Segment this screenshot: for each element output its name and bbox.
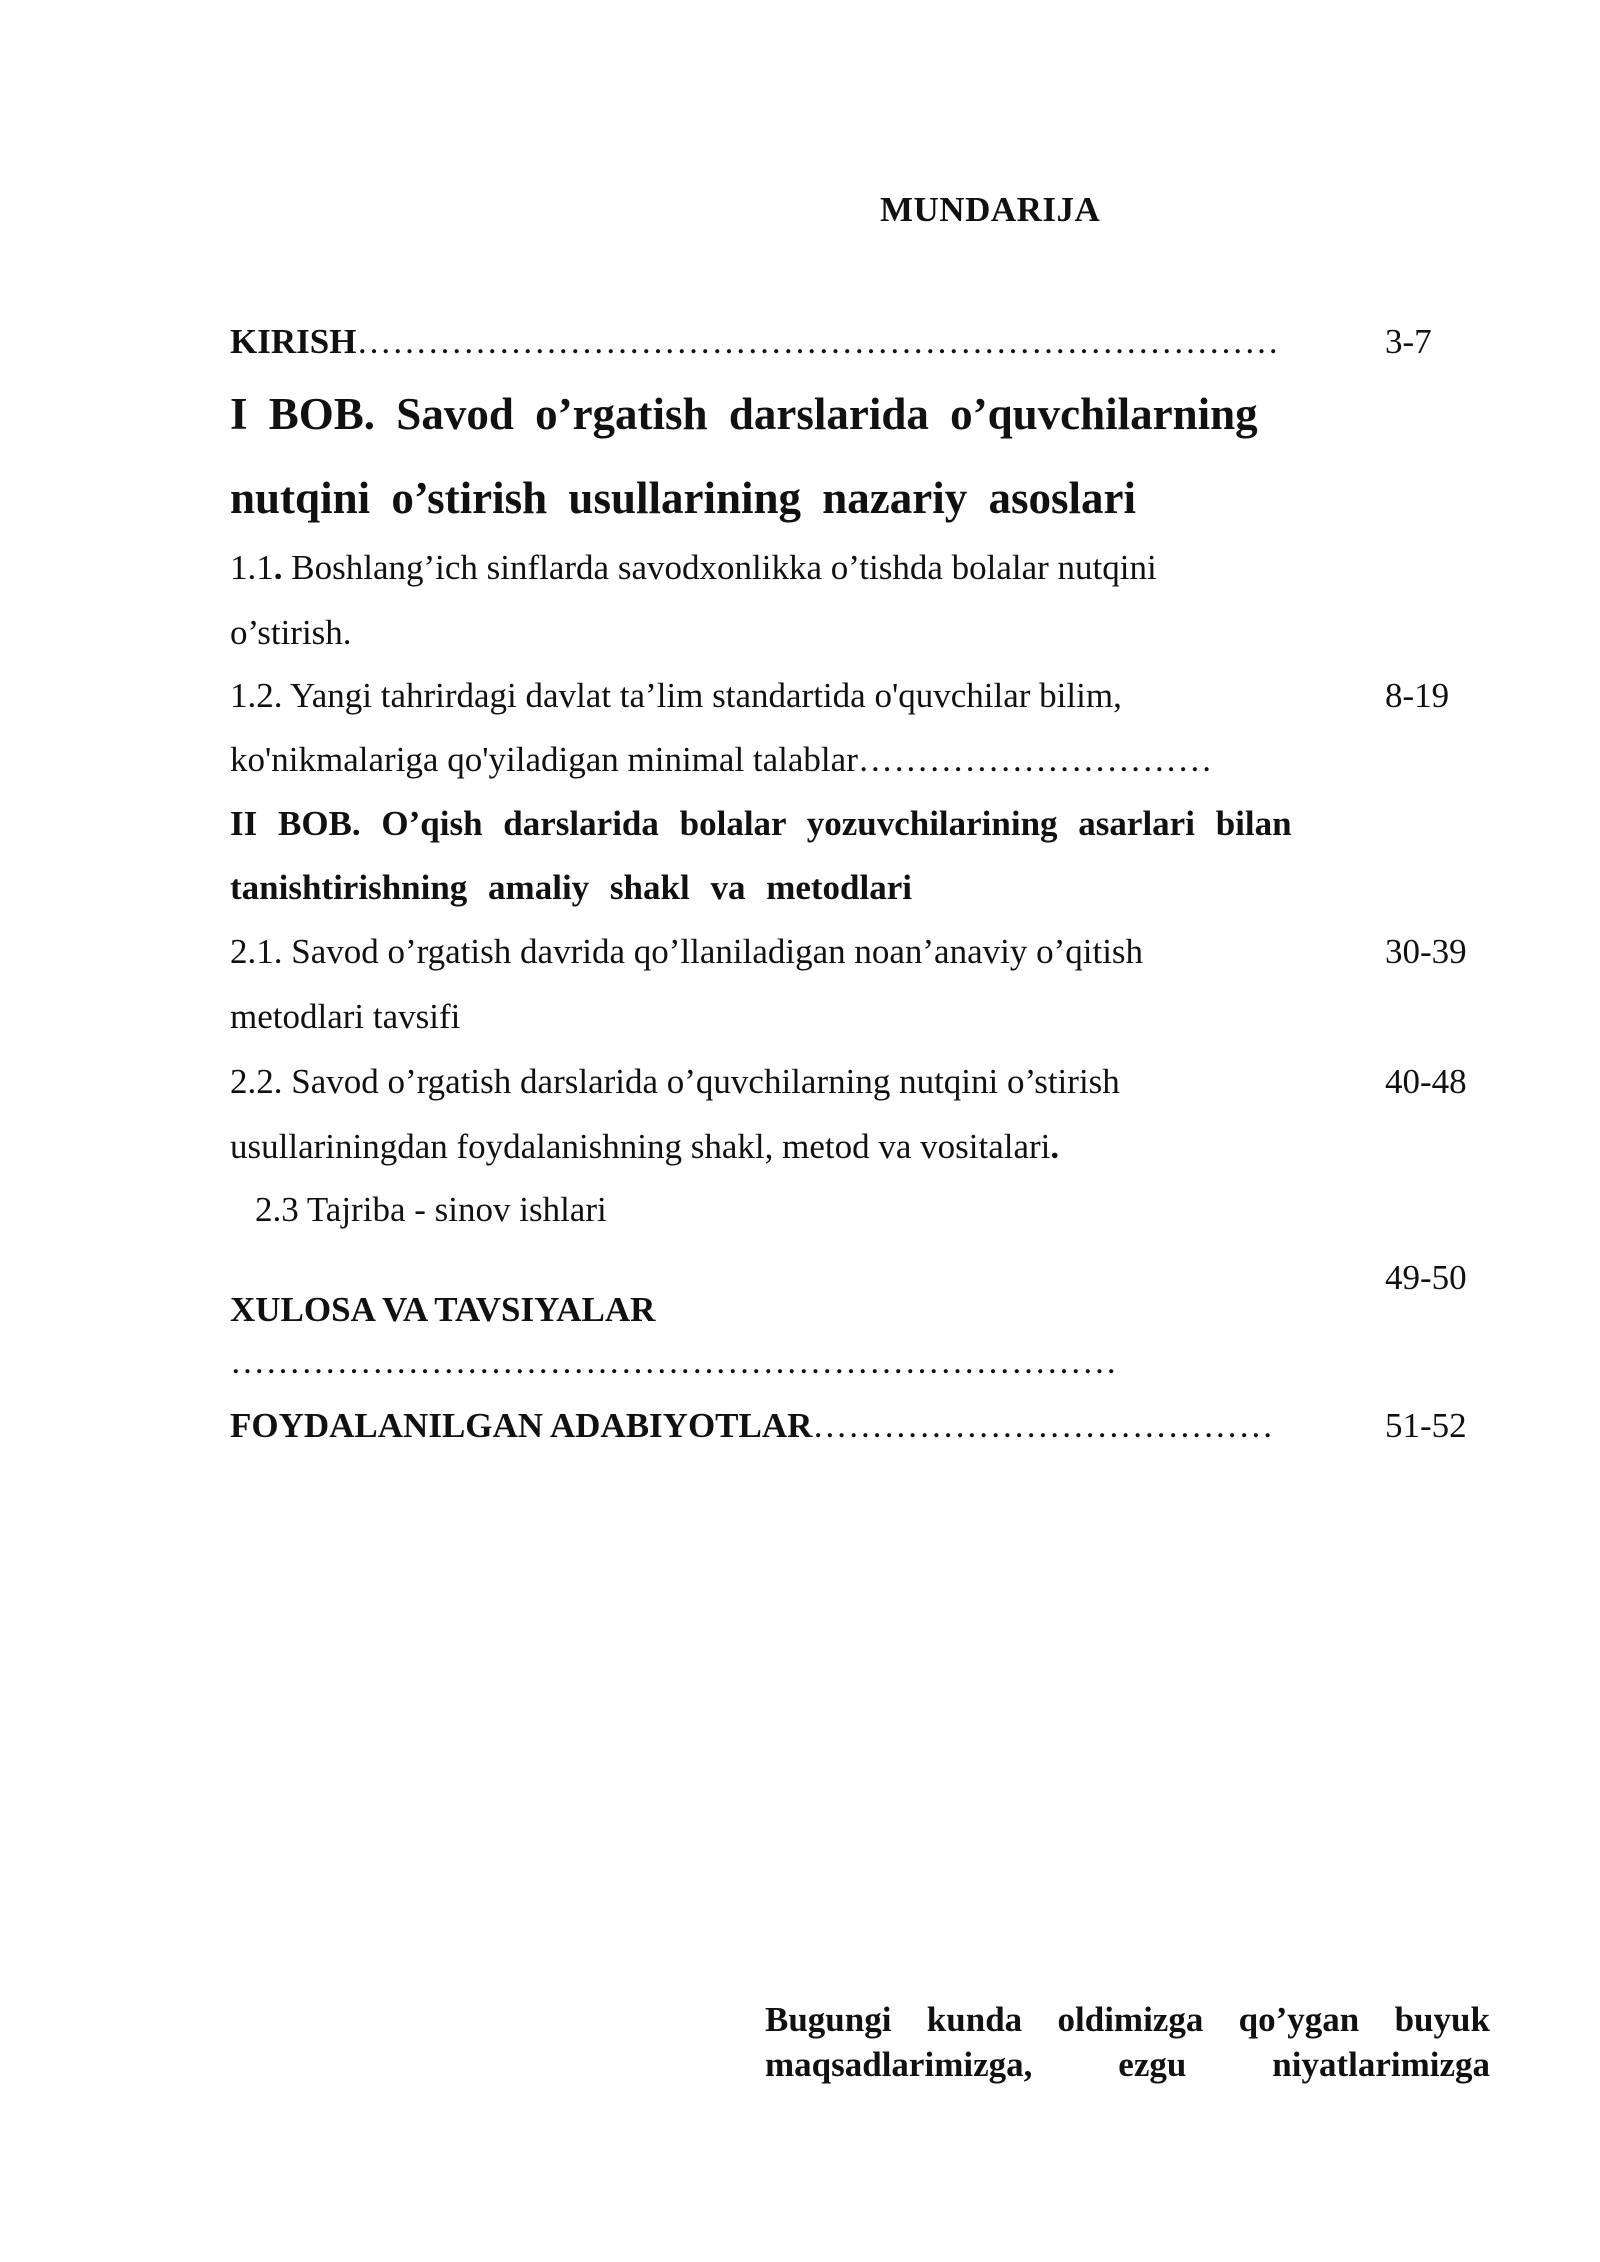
- dot-leader: …………………………: [857, 740, 1213, 779]
- toc-entry-label: KIRISH: [230, 322, 357, 361]
- chapter-heading: II BOB. O’qish darslarida bolalar yozuvchilarining asarlari bilan: [230, 804, 1292, 843]
- epigraph-word: oldimizga: [1057, 2000, 1204, 2039]
- toc-entry-2-1: 2.1. Savod o’rgatish davrida qo’llaniladigan noan’anaviy o’qitish: [230, 932, 1144, 971]
- toc-entry-2-2: 2.2. Savod o’rgatish darslarida o’quvchilarning nutqini o’stirish: [230, 1062, 1120, 1101]
- section-title: Boshlang’ich sinflarda savodxonlikka o’tishda bolalar nutqini: [282, 548, 1157, 587]
- section-title-continued: [230, 740, 1360, 780]
- section-title-continued: o’stirish.: [230, 613, 352, 652]
- epigraph-word: ezgu: [1118, 2045, 1187, 2084]
- section-title-continued: [230, 1127, 1360, 1167]
- toc-page-number: 3-7: [1385, 322, 1432, 361]
- toc-page-number: 40-48: [1385, 1062, 1467, 1101]
- epigraph-word: qo’ygan: [1238, 2000, 1360, 2039]
- section-title-continued: metodlari tavsifi: [230, 997, 461, 1036]
- toc-entry-label: FOYDALANILGAN ADABIYOTLAR: [230, 1406, 813, 1445]
- section-title-period: .: [1050, 1127, 1060, 1166]
- toc-entry-2-3: 2.3 Tajriba - sinov ishlari: [255, 1190, 607, 1229]
- chapter-heading: tanishtirishning amaliy shakl va metodlari: [230, 868, 912, 907]
- page-title: MUNDARIJA: [880, 190, 1101, 229]
- dot-leader: …………………………………………………………………: [230, 1342, 1118, 1381]
- chapter-heading: I BOB. Savod o’rgatish darslarida o’quvchilarning: [230, 389, 1258, 439]
- toc-page-number: 30-39: [1385, 932, 1467, 971]
- epigraph-line: [765, 2000, 1490, 2040]
- toc-entry-adabiyotlar: [230, 1406, 1360, 1446]
- epigraph-word: maqsadlarimizga,: [765, 2045, 1033, 2084]
- dot-leader: ……………………………………………………………………: [356, 322, 1280, 361]
- dot-leader: …………………………………: [812, 1406, 1274, 1445]
- section-title: usullariningdan foydalanishning shakl, metod va vositalari: [230, 1127, 1051, 1166]
- toc-entry-xulosa: XULOSA VA TAVSIYALAR: [230, 1290, 656, 1329]
- epigraph-line: [765, 2045, 1490, 2085]
- epigraph-word: buyuk: [1394, 2000, 1490, 2039]
- section-number-dot: .: [273, 548, 283, 587]
- toc-page-number: 51-52: [1385, 1406, 1467, 1445]
- epigraph-word: Bugungi: [765, 2000, 892, 2039]
- epigraph-word: kunda: [926, 2000, 1023, 2039]
- toc-page-number: 49-50: [1385, 1258, 1467, 1297]
- epigraph-word: niyatlarimizga: [1272, 2045, 1490, 2084]
- toc-page-number: 8-19: [1385, 676, 1450, 715]
- section-title: ko'nikmalariga qo'yiladigan minimal talablar: [230, 740, 858, 779]
- toc-entry-1-2: 1.2. Yangi tahrirdagi davlat ta’lim standartida o'quvchilar bilim,: [230, 676, 1122, 715]
- toc-entry-1-1: [230, 548, 1360, 588]
- section-number: 1.1: [230, 548, 274, 587]
- toc-entry-kirish: [230, 322, 1360, 362]
- chapter-heading: nutqini o’stirish usullarining nazariy asoslari: [230, 473, 1137, 523]
